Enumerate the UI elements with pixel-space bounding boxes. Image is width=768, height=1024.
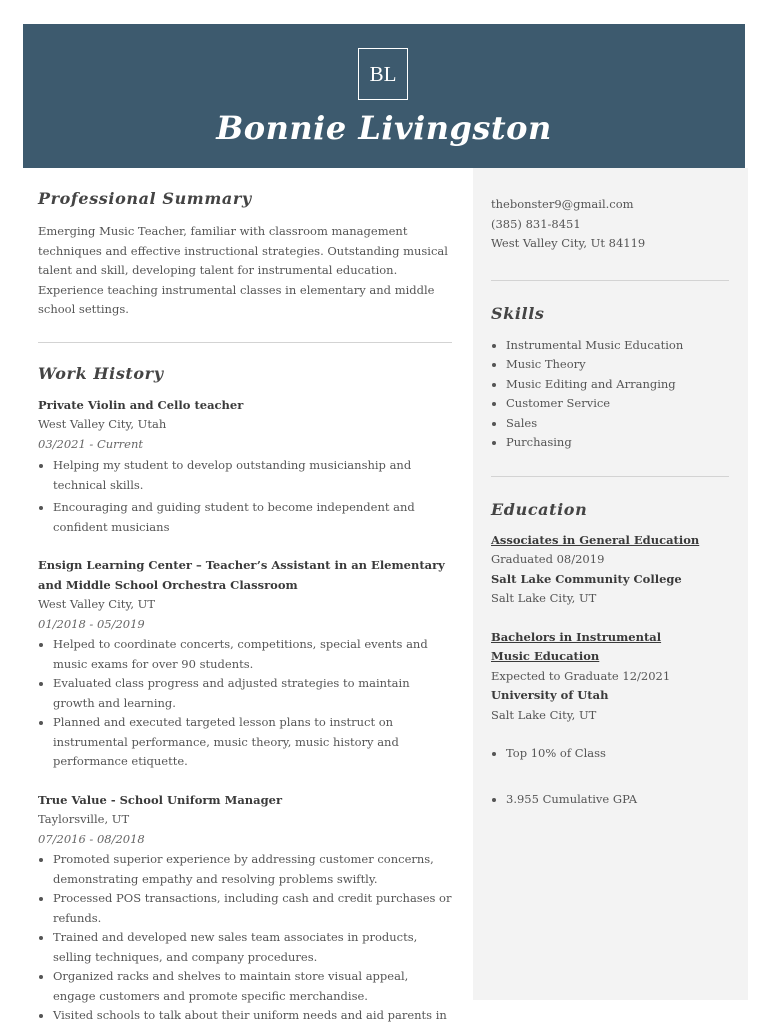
job-location: West Valley City, UT [38, 597, 156, 611]
monogram-badge: BL [358, 48, 408, 100]
job-location: Taylorsville, UT [38, 812, 130, 826]
education-degree: Bachelors in Instrumental Music Education [491, 629, 662, 663]
job-bullet: Helped to coordinate concerts, competitions, special events and music exams for over 90 students. [38, 635, 452, 674]
education-school: University of Utah [491, 688, 609, 702]
main-column [38, 186, 452, 1024]
summary-divider [38, 342, 452, 343]
job-bullet: Helping my student to develop outstanding musicianship and technical skills. [38, 456, 452, 495]
education-location: Salt Lake City, UT [491, 591, 597, 605]
education-status: Graduated 08/2019 [491, 552, 605, 566]
job-bullet: Promoted superior experience by addressing customer concerns, demonstrating empathy and resolving problems swiftly. [38, 850, 452, 889]
summary-text: Emerging Music Teacher, familiar with classroom management techniques and effective instructional strategies. Outstanding musical talent and skill, developing talent for instrumental education. Experience teaching instrumental classes in elementary and middle school settings. [38, 224, 448, 316]
job-dates: 03/2021 - Current [38, 436, 144, 451]
job-bullet: Organized racks and shelves to maintain store visual appeal, engage customers and promote specific merchandise. [38, 967, 452, 1006]
skill-item: Purchasing [491, 433, 729, 453]
summary-title: Professional Summary [38, 189, 252, 208]
job-title: Private Violin and Cello teacher [38, 397, 244, 412]
honor-item: 3.955 Cumulative GPA [491, 790, 729, 810]
honor-item: Top 10% of Class [491, 744, 729, 764]
skill-item: Customer Service [491, 394, 729, 414]
skill-item: Music Theory [491, 355, 729, 375]
job-title: True Value - School Uniform Manager [38, 792, 283, 807]
job-bullets [38, 635, 452, 772]
job-entry [38, 556, 452, 772]
contact-address: West Valley City, Ut 84119 [491, 236, 646, 250]
job-bullet: Encouraging and guiding student to become independent and confident musicians [38, 498, 452, 537]
job-entry [38, 396, 452, 538]
job-bullet: Evaluated class progress and adjusted strategies to maintain growth and learning. [38, 674, 452, 713]
job-bullet: Planned and executed targeted lesson plans to instruct on instrumental performance, music theory, music history and performance etiquette. [38, 713, 452, 772]
candidate-name: Bonnie Livingston [216, 109, 552, 147]
skill-item: Sales [491, 414, 729, 434]
job-bullets [38, 850, 452, 1024]
education-entry [491, 531, 729, 609]
job-location: West Valley City, Utah [38, 417, 167, 431]
skill-item: Instrumental Music Education [491, 336, 729, 356]
contact-divider [491, 280, 729, 281]
education-honors [491, 790, 729, 810]
education-title: Education [491, 499, 588, 519]
job-entry [38, 791, 452, 1024]
education-school: Salt Lake Community College [491, 571, 682, 586]
education-entry [491, 628, 729, 726]
job-bullet: Trained and developed new sales team associates in products, selling techniques, and company procedures. [38, 928, 452, 967]
contact-email: thebonster9@gmail.com [491, 197, 634, 211]
education-location: Salt Lake City, UT [491, 707, 597, 722]
education-status: Expected to Graduate 12/2021 [491, 668, 671, 683]
education-honors [491, 744, 729, 764]
skill-item: Music Editing and Arranging [491, 375, 729, 395]
education-degree: Associates in General Education [491, 532, 700, 547]
job-bullets [38, 456, 452, 537]
skills-list [491, 336, 729, 453]
skills-divider [491, 476, 729, 477]
job-bullet: Visited schools to talk about their uniform needs and aid parents in [38, 1006, 452, 1024]
skills-title: Skills [491, 303, 545, 323]
job-title: Ensign Learning Center – Teacher’s Assistant in an Elementary and Middle School Orchestra Classroom [38, 558, 445, 592]
job-dates: 07/2016 - 08/2018 [38, 831, 145, 846]
contact-phone: (385) 831-8451 [491, 216, 581, 231]
sidebar-column [491, 195, 729, 809]
job-bullet: Processed POS transactions, including cash and credit purchases or refunds. [38, 889, 452, 928]
job-dates: 01/2018 - 05/2019 [38, 616, 145, 631]
work-history-title: Work History [38, 363, 164, 383]
